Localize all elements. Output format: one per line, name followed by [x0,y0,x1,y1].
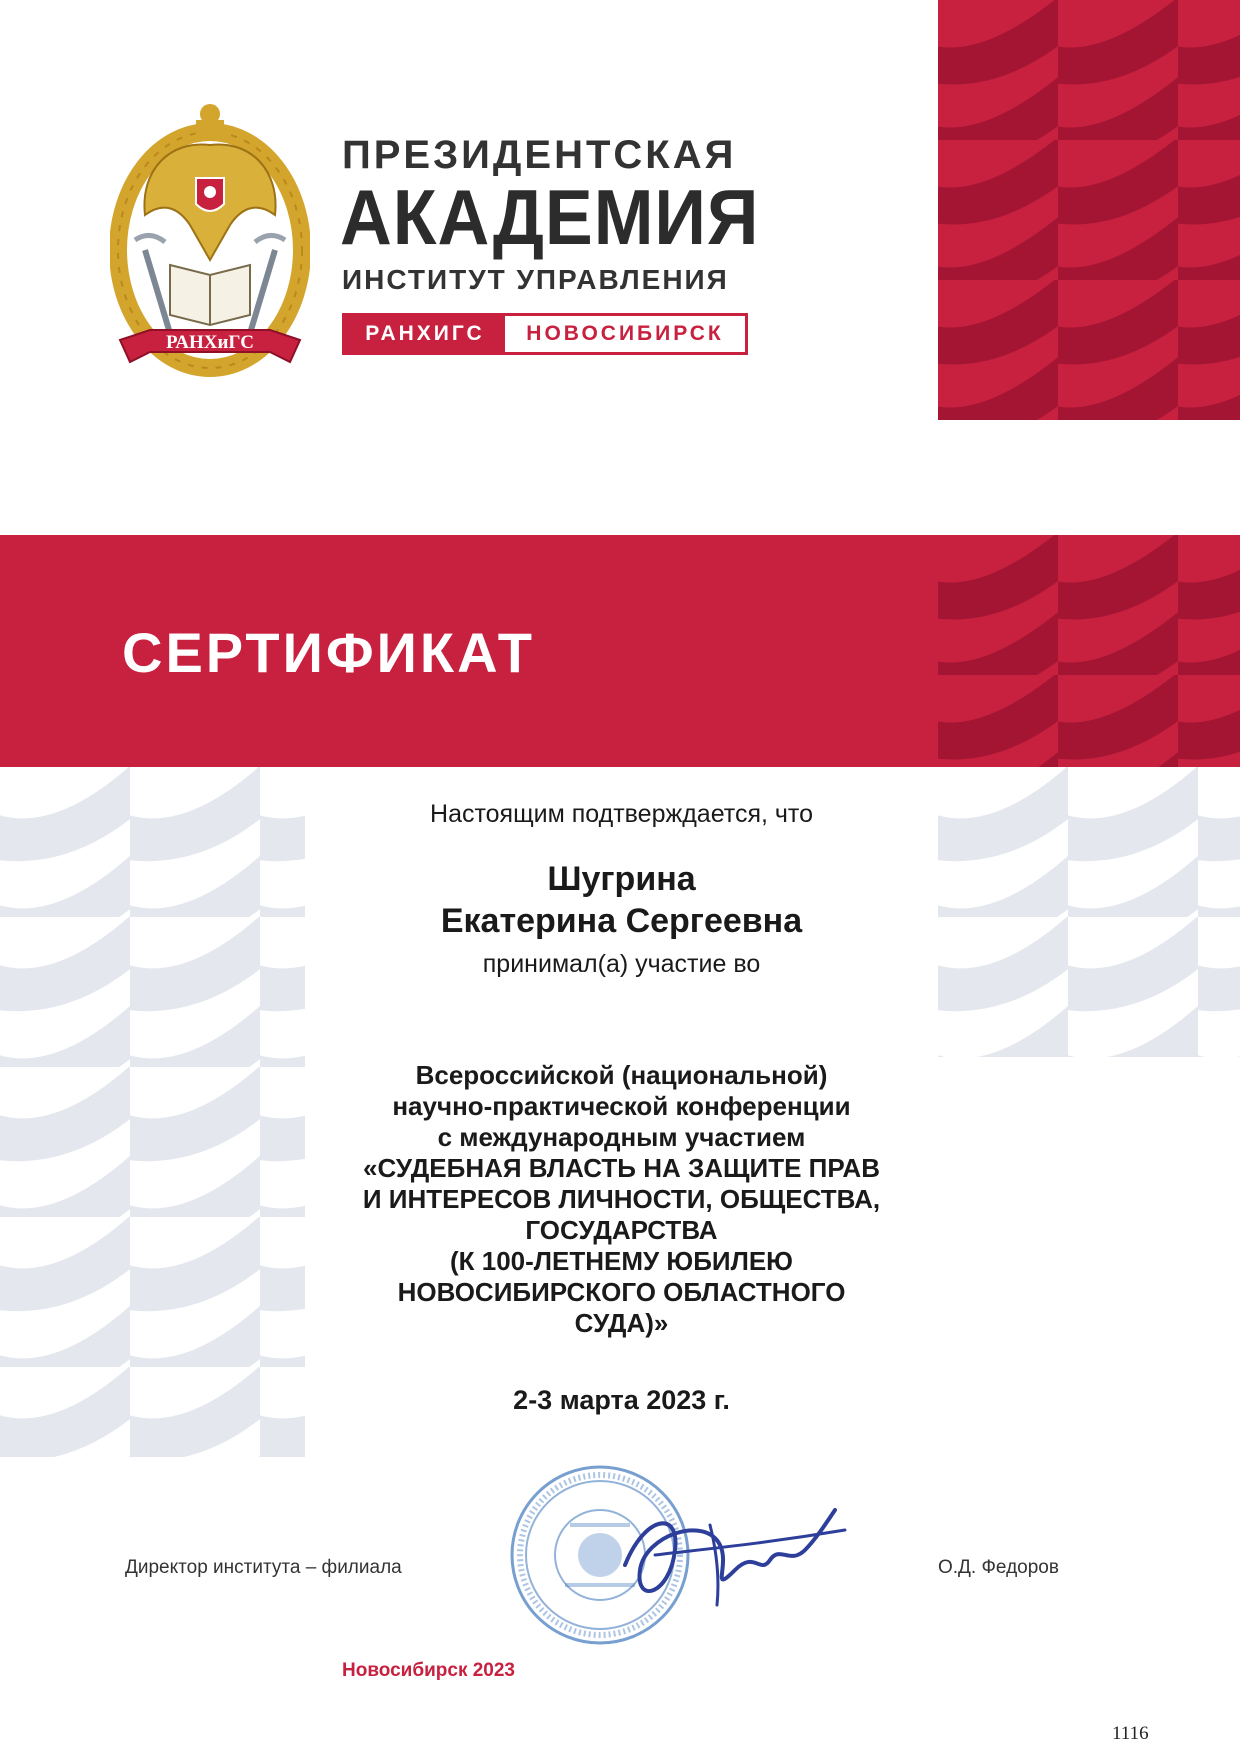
director-title: Директор института – филиала [125,1557,402,1578]
conference-line: И ИНТЕРЕСОВ ЛИЧНОСТИ, ОБЩЕСТВА, [362,1184,881,1214]
recipient-surname: Шугрина [547,860,696,898]
grey-pattern-right [938,767,1240,1057]
brand-line-1: ПРЕЗИДЕНТСКАЯ [342,133,737,177]
certificate-title: СЕРТИФИКАТ [122,621,535,684]
seal-and-signature [505,1455,860,1655]
conference-line: научно-практической конференции [392,1091,851,1121]
brand-line-3: ИНСТИТУТ УПРАВЛЕНИЯ [342,264,729,295]
participation-text: принимал(а) участие во [482,950,761,978]
grey-pattern-left [0,767,305,1457]
conference-title [305,1060,938,1339]
brand-box-ranepa: РАНХИГС [345,316,505,352]
conference-line: НОВОСИБИРСКОГО ОБЛАСТНОГО [397,1277,846,1307]
confirm-text: Настоящим подтверждается, что [430,800,813,828]
conference-line: «СУДЕБНАЯ ВЛАСТЬ НА ЗАЩИТЕ ПРАВ [363,1153,880,1183]
brand-box [342,313,748,355]
conference-line: СУДА)» [574,1308,669,1338]
director-signature [625,1510,845,1605]
band-pattern [938,535,1240,767]
conference-line: с международным участием [437,1122,806,1152]
recipient-given-names: Екатерина Сергеевна [440,902,803,940]
brand-line-2: АКАДЕМИЯ [340,173,760,261]
conference-line: Всероссийской (национальной) [415,1060,828,1090]
city-year: Новосибирск 2023 [342,1660,516,1681]
page-number: 1116 [1112,1723,1149,1744]
conference-date: 2-3 марта 2023 г. [513,1385,730,1415]
top-right-pattern-block [938,0,1240,420]
conference-line: (К 100-ЛЕТНЕМУ ЮБИЛЕЮ [449,1246,793,1276]
emblem-ribbon-text: РАНХиГС [166,332,254,353]
brand-box-city: НОВОСИБИРСК [526,322,724,345]
director-name: О.Д. Федоров [938,1557,1059,1578]
red-stripe-pattern [938,0,1240,420]
conference-line: ГОСУДАРСТВА [525,1215,718,1245]
academy-emblem [110,100,310,390]
